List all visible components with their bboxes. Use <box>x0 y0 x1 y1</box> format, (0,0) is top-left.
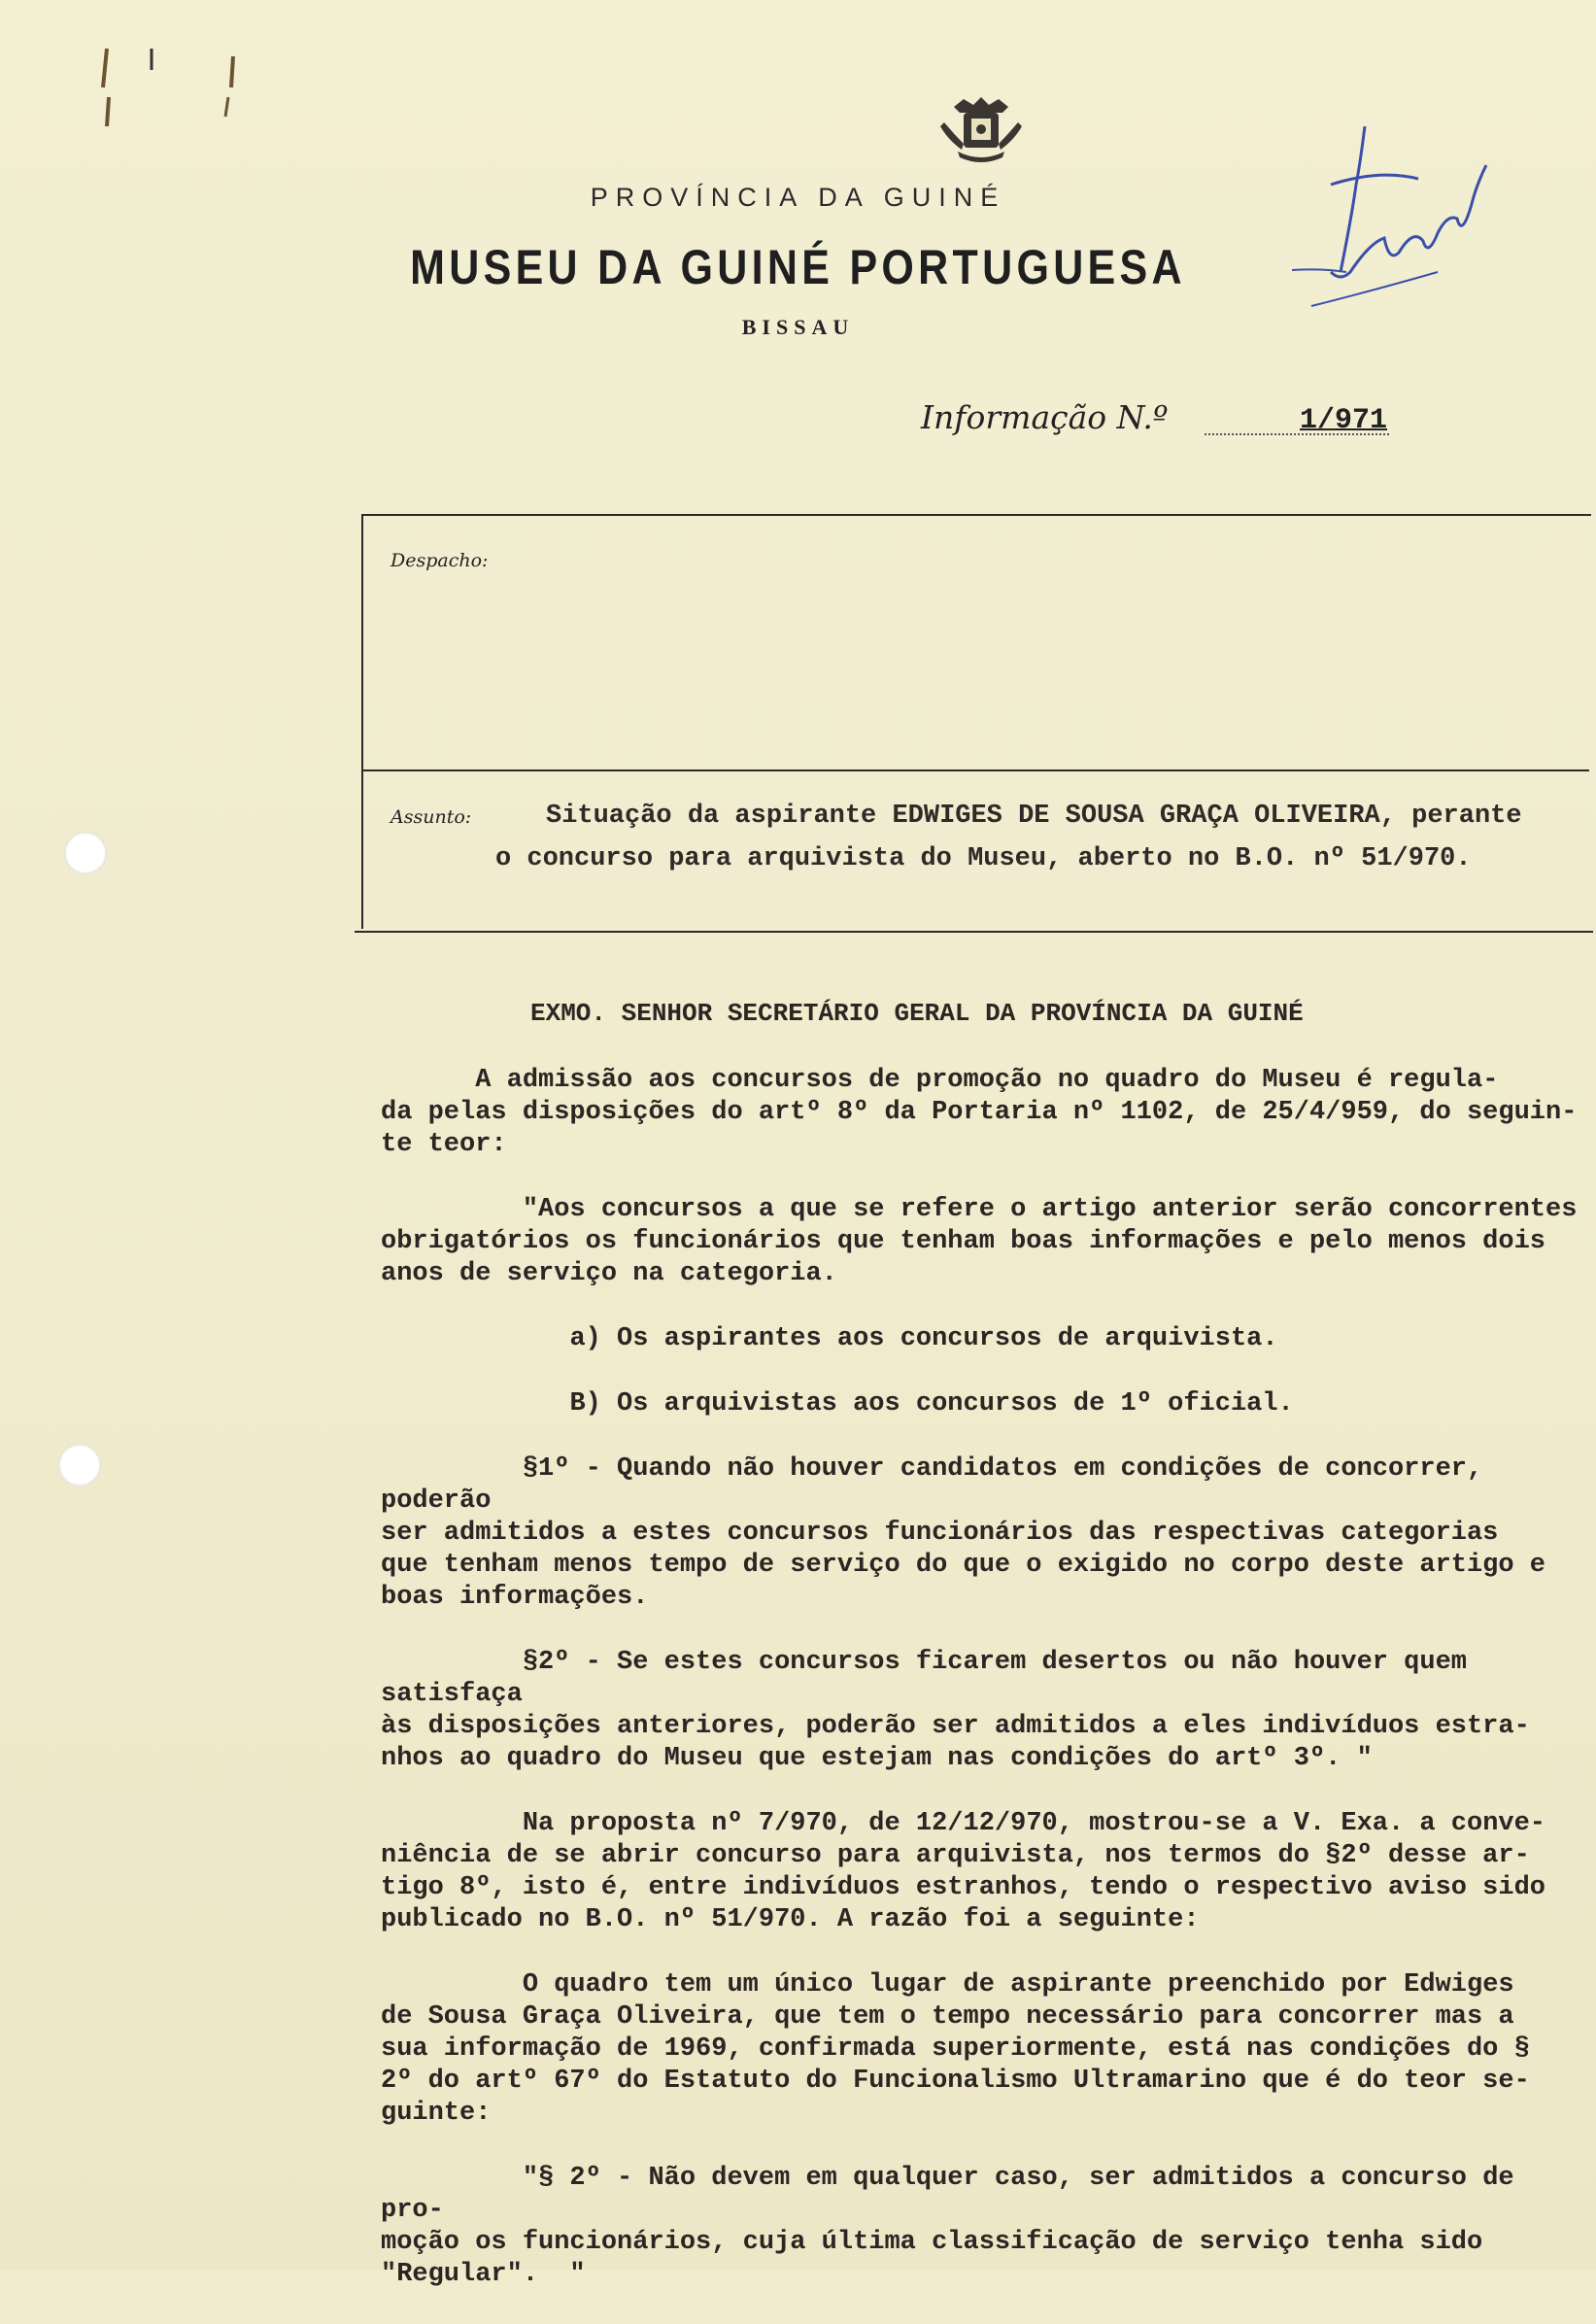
paragraph-4: B) Os arquivistas aos concursos de 1º oficial. <box>381 1389 1294 1418</box>
paragraph-5: §1º - Quando não houver candidatos em condições de concorrer, poderão ser admitidos a estes concursos funcionários das respectivas categorias que tenham menos tempo de serviço do que o exigido no corpo deste artigo e boas informações. <box>381 1454 1545 1612</box>
assunto-line-1: Situação da aspirante EDWIGES DE SOUSA GRAÇA OLIVEIRA, perante <box>546 802 1522 831</box>
city-heading: BISSAU <box>741 315 855 339</box>
paragraph-9: "§ 2º - Não devem em qualquer caso, ser admitidos a concurso de pro- moção os funcionários, cuja última classificação de serviço tenha sido "Regular". " <box>381 2164 1514 2289</box>
paragraph-3: a) Os aspirantes aos concursos de arquivista. <box>381 1324 1278 1353</box>
letter-body <box>381 1065 1587 2324</box>
information-label: Informação N.º <box>921 398 1169 436</box>
information-number-line <box>921 398 1416 443</box>
paragraph-2: "Aos concursos a que se refere o artigo anterior serão concorrentes obrigatórios os funcionários que tenham boas informações e pelo menos dois anos de serviço na categoria. <box>381 1195 1578 1288</box>
salutation: EXMO. SENHOR SECRETÁRIO GERAL DA PROVÍNCIA DA GUINÉ <box>530 999 1304 1028</box>
coat-of-arms-icon <box>934 95 1028 163</box>
despacho-label: Despacho: <box>391 550 489 571</box>
province-heading: PROVÍNCIA DA GUINÉ <box>590 183 1006 212</box>
box-bottom-line <box>355 931 1593 933</box>
handwritten-signature <box>1292 126 1506 321</box>
paragraph-8: O quadro tem um único lugar de aspirante preenchido por Edwiges de Sousa Graça Oliveira, que tem o tempo necessário para concorrer mas a sua informação de 1969, confirmada superiormente, está nas condições do § 2º do artº 67º do Estatuto do Funcionalismo Ultramarino que é do teor se- guinte: <box>381 1970 1530 2128</box>
paragraph-7: Na proposta nº 7/970, de 12/12/970, mostrou-se a V. Exa. a conve- niência de se abrir concurso para arquivista, nos termos do §2º desse ar- tigo 8º, isto é, entre indivíduos estranhos, tendo o respectivo aviso sido publicado no B.O. nº 51/970. A razão foi a seguinte: <box>381 1809 1545 1934</box>
box-divider <box>361 769 1589 771</box>
assunto-line-2: o concurso para arquivista do Museu, aberto no B.O. nº 51/970. <box>495 844 1472 873</box>
institution-heading: MUSEU DA GUINÉ PORTUGUESA <box>410 240 1186 294</box>
punch-hole-top <box>64 832 107 874</box>
paragraph-1: A admissão aos concursos de promoção no quadro do Museu é regula- da pelas disposições do artº 8º da Portaria nº 1102, de 25/4/959, do seguin- te teor: <box>381 1066 1578 1159</box>
information-number: 1/971 <box>1300 404 1388 437</box>
paragraph-6: §2º - Se estes concursos ficarem desertos ou não houver quem satisfaça às disposições anteriores, poderão ser admitidos a eles indivíduos estra- nhos ao quadro do Museu que estejam nas condições do artº 3º. " <box>381 1648 1530 1773</box>
assunto-text <box>495 795 1574 880</box>
pen-marks <box>78 19 253 136</box>
assunto-label: Assunto: <box>391 806 472 828</box>
punch-hole-bottom <box>58 1444 101 1487</box>
